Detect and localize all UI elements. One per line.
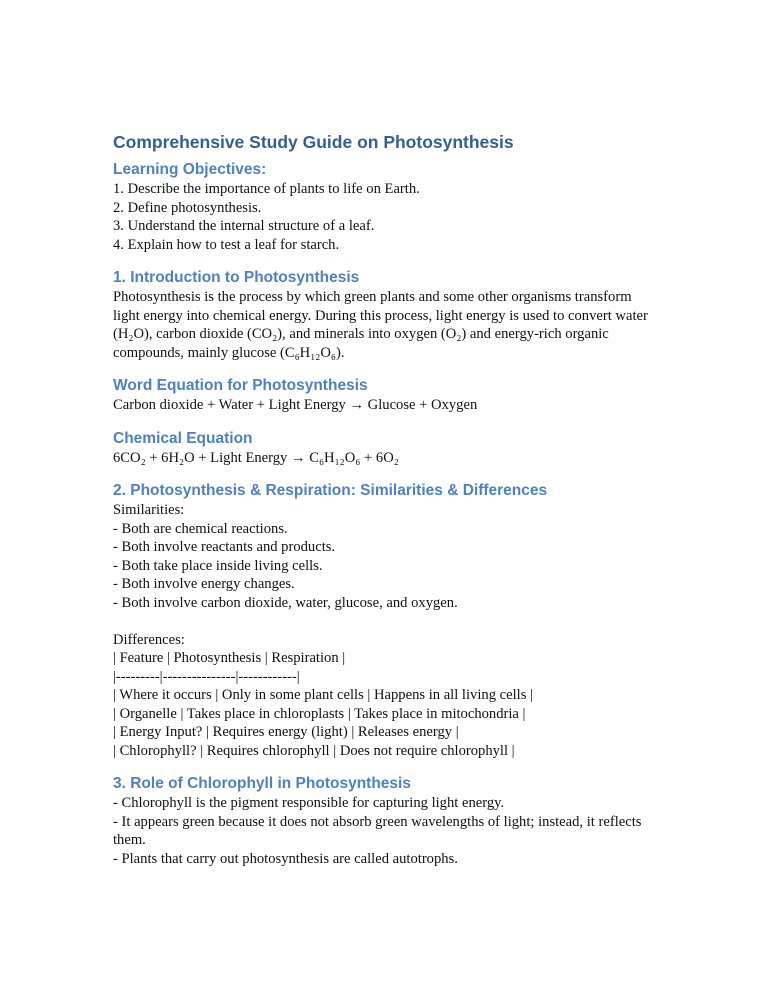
objectives-list [113,180,658,254]
objective-item: 3. Understand the internal structure of a leaf. [113,218,375,234]
document-title: Comprehensive Study Guide on Photosynthesis [113,132,514,152]
similarity-item: - Both take place inside living cells. [113,557,323,574]
chlorophyll-heading: 3. Role of Chlorophyll in Photosynthesis [113,775,411,792]
table-row: | Feature | Photosynthesis | Respiration | [113,650,346,666]
table-row: | Chlorophyll? | Requires chlorophyll | Does not require chlorophyll | [113,742,515,759]
chlorophyll-item: - Chlorophyll is the pigment responsible for capturing light energy. [113,795,505,811]
chemical-equation: 6CO₂ + 6H₂O + Light Energy → C₆H₁₂O₆ + 6O₂ [113,449,399,466]
word-equation: Carbon dioxide + Water + Light Energy → Glucose + Oxygen [113,397,478,413]
intro-heading: 1. Introduction to Photosynthesis [113,269,360,286]
table-row: | Where it occurs | Only in some plant cells | Happens in all living cells | [113,687,533,703]
document-page [113,130,658,868]
objective-item: 1. Describe the importance of plants to life on Earth. [113,181,420,197]
objective-item: 4. Explain how to test a leaf for starch. [113,236,340,253]
chlorophyll-item: - It appears green because it does not absorb green wavelengths of light; instead, it reflects them. [113,813,642,848]
table-row: | Organelle | Takes place in chloroplasts | Takes place in mitochondria | [113,705,526,722]
similarity-item: - Both involve carbon dioxide, water, glucose, and oxygen. [113,594,458,611]
chemical-equation-heading: Chemical Equation [113,429,253,447]
word-equation-heading: Word Equation for Photosynthesis [113,377,368,394]
chlorophyll-item: - Plants that carry out photosynthesis are called autotrophs. [113,850,458,867]
similarity-item: - Both involve reactants and products. [113,539,336,555]
similarities-label: Similarities: [113,502,185,518]
objectives-heading: Learning Objectives: [113,161,267,178]
table-row: | Energy Input? | Requires energy (light) | Releases energy | [113,724,459,740]
similarity-item: - Both are chemical reactions. [113,520,288,537]
table-row: |---------|---------------|------------| [113,668,300,685]
objective-item: 2. Define photosynthesis. [113,199,262,216]
similarity-item: - Both involve energy changes. [113,576,295,592]
blank-line [113,612,658,631]
intro-paragraph: Photosynthesis is the process by which green plants and some other organisms transform light energy into chemical energy. During this process, light energy is used to convert water (H₂O), carbon dioxide (CO₂), and minerals into oxygen (O₂) and energy-rich organic compounds, mainly glucose (C₆H₁₂O₆). [113,289,648,361]
comparison-heading: 2. Photosynthesis & Respiration: Similarities & Differences [113,482,548,499]
differences-label: Differences: [113,631,185,648]
